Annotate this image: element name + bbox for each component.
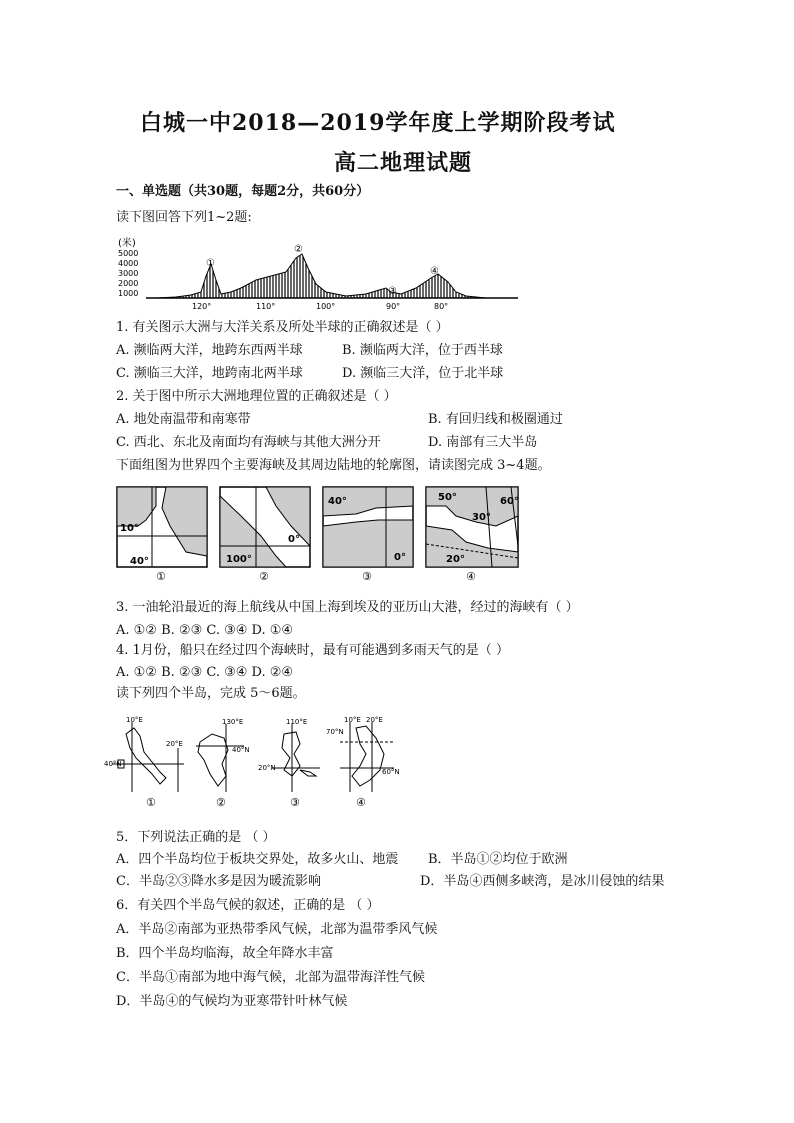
peninsula-map-2 xyxy=(196,718,250,809)
strait-4-lat3: 30° xyxy=(472,512,491,523)
profile-marker-2: ② xyxy=(294,244,303,255)
peninsula-4-t1: 10°E xyxy=(344,716,361,724)
strait-2-lat1: 100° xyxy=(226,554,252,565)
x-tick-100: 100° xyxy=(316,302,336,311)
y-tick-2000: 2000 xyxy=(118,279,139,288)
y-tick-5000: 5000 xyxy=(118,249,139,258)
strait-4-lat4: 20° xyxy=(446,554,465,565)
elevation-profile-figure xyxy=(116,236,520,312)
q6-option-b: B．四个半岛均临海，故全年降水丰富 xyxy=(116,946,334,961)
x-tick-80: 80° xyxy=(434,302,449,311)
profile-ylabel: (米) xyxy=(118,238,136,249)
intro-text-3: 读下列四个半岛，完成 5～6题。 xyxy=(116,686,306,701)
peninsula-1-t3: 40°N xyxy=(104,760,122,768)
profile-marker-4: ④ xyxy=(430,266,439,277)
q1-option-a: A. 濒临两大洋，地跨东西两半球 xyxy=(116,343,303,358)
q2-stem: 2. 关于图中所示大洲地理位置的正确叙述是（ ） xyxy=(116,389,397,404)
page-subtitle: 高二地理试题 xyxy=(334,150,473,176)
strait-2-label: ② xyxy=(259,570,269,582)
peninsula-4-t4: 60°N xyxy=(382,768,400,776)
q5-stem: 5．下列说法正确的是 （ ） xyxy=(116,830,276,845)
y-tick-4000: 4000 xyxy=(118,259,139,268)
q1-option-b: B. 濒临两大洋，位于西半球 xyxy=(342,343,503,358)
strait-4-lat2: 60° xyxy=(500,496,519,507)
peninsula-1-t1: 10°E xyxy=(126,716,143,724)
peninsula-4-t2: 20°E xyxy=(366,716,383,724)
strait-3-label: ③ xyxy=(362,570,372,582)
peninsula-map-4 xyxy=(326,716,400,809)
q1-option-d: D. 濒临三大洋，位于北半球 xyxy=(342,366,504,381)
peninsula-3-t2: 20°N xyxy=(258,764,276,772)
q2-option-d: D. 南部有三大半岛 xyxy=(428,435,538,450)
y-tick-1000: 1000 xyxy=(118,289,139,298)
x-tick-110: 110° xyxy=(256,302,276,311)
page-title: 白城一中2018—2019学年度上学期阶段考试 xyxy=(140,110,616,136)
strait-map-2 xyxy=(220,487,310,582)
q1-option-c: C. 濒临三大洋，地跨南北两半球 xyxy=(116,366,303,381)
strait-3-lat2: 0° xyxy=(394,552,406,563)
peninsula-4-t3: 70°N xyxy=(326,728,344,736)
strait-4-lat1: 50° xyxy=(438,492,457,503)
strait-map-1 xyxy=(117,487,207,582)
x-tick-90: 90° xyxy=(386,302,401,311)
q6-option-a: A．半岛②南部为亚热带季风气候，北部为温带季风气候 xyxy=(116,922,438,937)
q6-option-c: C．半岛①南部为地中海气候，北部为温带海洋性气候 xyxy=(116,970,425,985)
strait-3-lat1: 40° xyxy=(328,496,347,507)
strait-map-4 xyxy=(426,487,519,582)
peninsulas-figure xyxy=(104,714,414,810)
section-heading: 一、单选题（共30题，每题2分，共60分） xyxy=(116,184,370,199)
peninsula-2-label: ② xyxy=(216,796,226,809)
profile-marker-1: ① xyxy=(206,258,215,269)
q2-option-a: A. 地处南温带和南寒带 xyxy=(116,412,251,427)
q5-option-c: C．半岛②③降水多是因为暖流影响 xyxy=(116,874,321,889)
x-tick-120: 120° xyxy=(192,302,212,311)
q2-option-b: B. 有回归线和极圈通过 xyxy=(428,412,563,427)
y-tick-3000: 3000 xyxy=(118,269,139,278)
strait-1-lat2: 40° xyxy=(130,556,149,567)
strait-map-3 xyxy=(323,487,413,582)
profile-marker-3: ③ xyxy=(388,286,397,297)
q1-stem: 1. 有关图示大洲与大洋关系及所处半球的正确叙述是（ ） xyxy=(116,320,449,335)
peninsula-2-t1: 130°E xyxy=(222,718,244,726)
q3-stem: 3. 一油轮沿最近的海上航线从中国上海到埃及的亚历山大港，经过的海峡有（ ） xyxy=(116,600,579,615)
peninsula-3-t1: 110°E xyxy=(286,718,308,726)
peninsula-1-t2: 20°E xyxy=(166,740,183,748)
peninsula-map-3 xyxy=(258,718,320,809)
intro-text-1: 读下图回答下列1~2题: xyxy=(116,210,252,225)
q5-option-d: D．半岛④西侧多峡湾，是冰川侵蚀的结果 xyxy=(420,874,665,889)
peninsula-4-label: ④ xyxy=(356,796,366,809)
peninsula-2-t2: 40°N xyxy=(232,746,250,754)
peninsula-3-label: ③ xyxy=(290,796,300,809)
q5-option-a: A．四个半岛均位于板块交界处，故多火山、地震 xyxy=(116,852,399,867)
q2-option-c: C. 西北、东北及南面均有海峡与其他大洲分开 xyxy=(116,435,381,450)
strait-1-lat1: 10° xyxy=(120,523,139,534)
q4-options: A. ①② B. ②③ C. ③④ D. ②④ xyxy=(116,665,294,680)
q3-options: A. ①② B. ②③ C. ③④ D. ①④ xyxy=(116,623,294,638)
strait-1-label: ① xyxy=(156,570,166,582)
q6-stem: 6．有关四个半岛气候的叙述，正确的是 （ ） xyxy=(116,898,380,913)
peninsula-map-1 xyxy=(104,716,184,809)
strait-2-lat2: 0° xyxy=(288,534,300,545)
peninsula-1-label: ① xyxy=(146,796,156,809)
q6-option-d: D．半岛④的气候均为亚寒带针叶林气候 xyxy=(116,994,348,1009)
straits-figure xyxy=(116,486,520,582)
intro-text-2: 下面组图为世界四个主要海峡及其周边陆地的轮廓图，请读图完成 3~4题。 xyxy=(116,458,551,473)
strait-4-label: ④ xyxy=(466,570,476,582)
q5-option-b: B．半岛①②均位于欧洲 xyxy=(428,852,568,867)
q4-stem: 4. 1月份，船只在经过四个海峡时，最有可能遇到多雨天气的是（ ） xyxy=(116,643,509,658)
